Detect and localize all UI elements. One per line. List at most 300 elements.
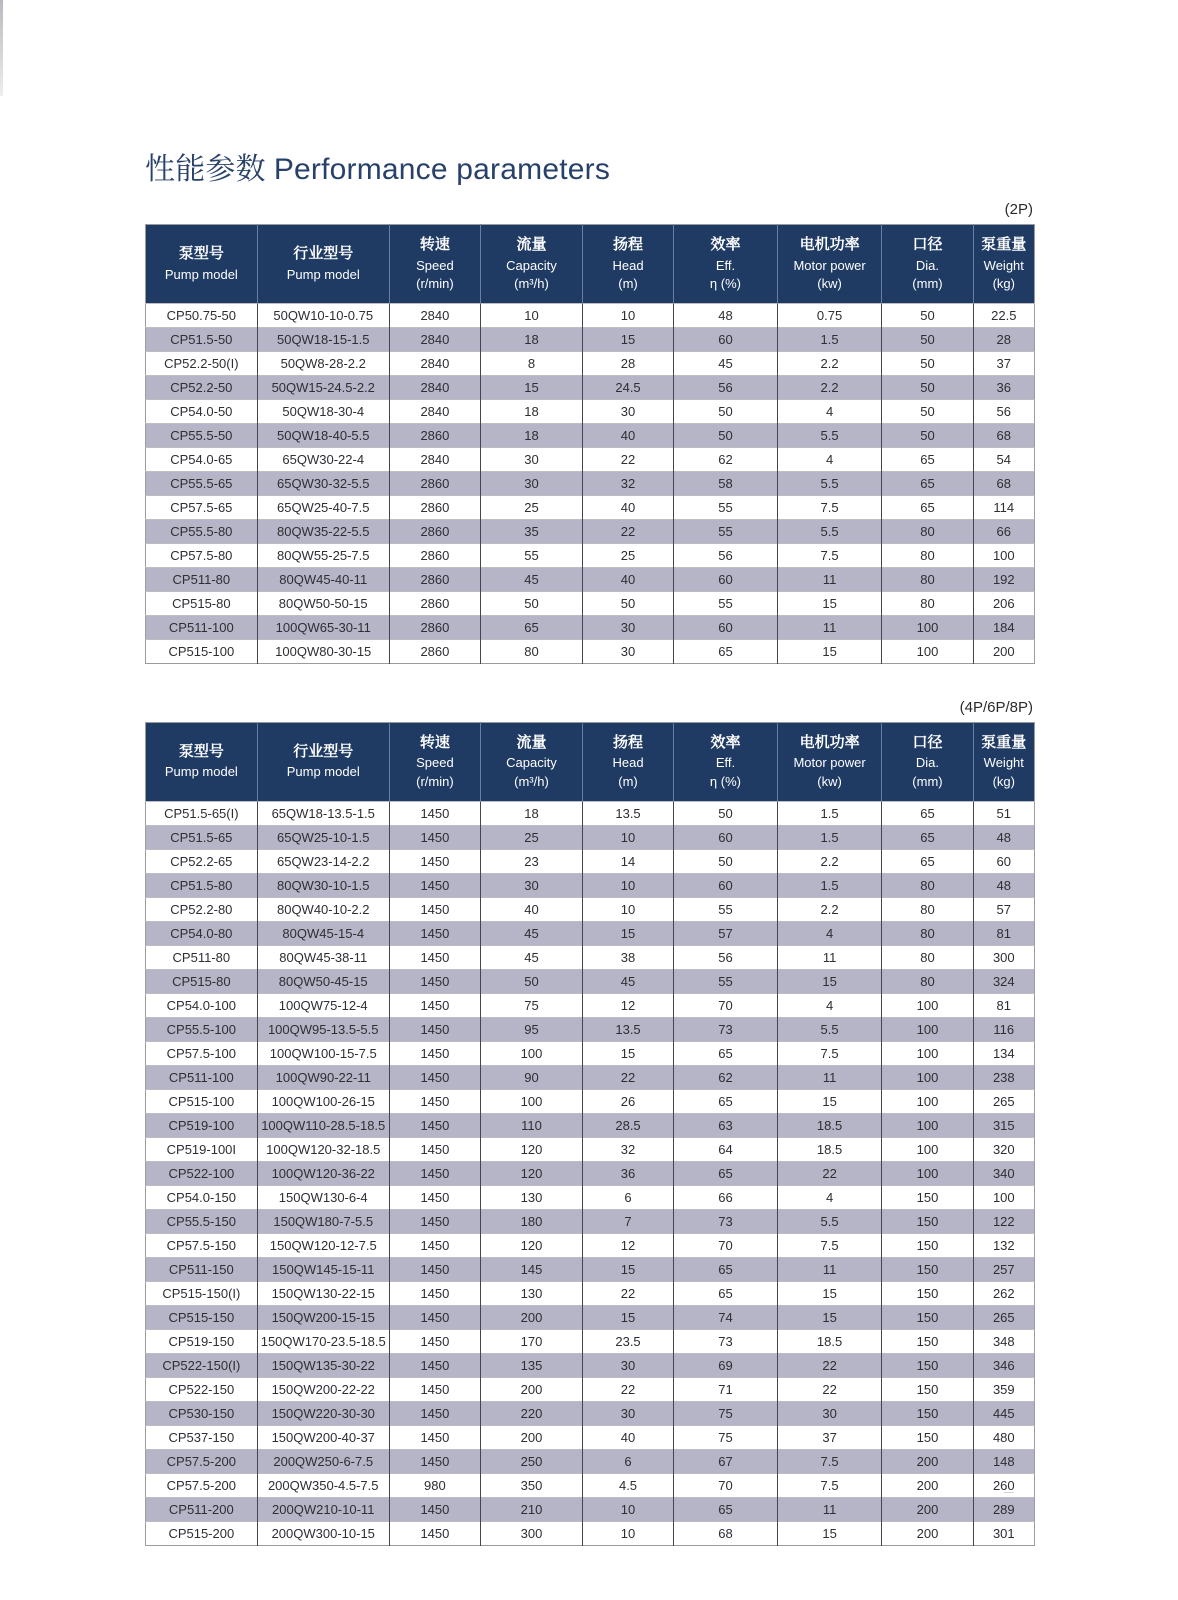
cell-capacity: 130	[481, 1281, 583, 1305]
cell-speed: 2840	[389, 303, 480, 327]
table-row	[146, 471, 1035, 495]
cell-pump-model: CP52.2-50(I)	[146, 351, 258, 375]
cell-diameter: 200	[882, 1473, 973, 1497]
cell-industry-model: 200QW350-4.5-7.5	[257, 1473, 389, 1497]
cell-diameter: 150	[882, 1185, 973, 1209]
cell-pump-model: CP55.5-150	[146, 1209, 258, 1233]
cell-diameter: 80	[882, 873, 973, 897]
cell-industry-model: 100QW65-30-11	[257, 615, 389, 639]
cell-motor-power: 5.5	[777, 423, 882, 447]
cell-industry-model: 150QW170-23.5-18.5	[257, 1329, 389, 1353]
cell-pump-model: CP519-100I	[146, 1137, 258, 1161]
cell-motor-power: 18.5	[777, 1329, 882, 1353]
column-header-head: 扬程 Head (m)	[582, 225, 673, 304]
cell-speed: 2860	[389, 471, 480, 495]
cell-diameter: 80	[882, 969, 973, 993]
column-header-industry-model: 行业型号 Pump model	[257, 722, 389, 801]
cell-head: 10	[582, 303, 673, 327]
cell-diameter: 80	[882, 591, 973, 615]
cell-industry-model: 50QW15-24.5-2.2	[257, 375, 389, 399]
table-row	[146, 1425, 1035, 1449]
column-header-weight: 泵重量 Weight (kg)	[973, 722, 1034, 801]
cell-motor-power: 4	[777, 447, 882, 471]
table-row	[146, 543, 1035, 567]
cell-industry-model: 65QW30-32-5.5	[257, 471, 389, 495]
cell-efficiency: 70	[674, 993, 778, 1017]
header-row	[146, 225, 1035, 304]
cell-speed: 1450	[389, 849, 480, 873]
cell-efficiency: 50	[674, 801, 778, 825]
cell-efficiency: 65	[674, 1281, 778, 1305]
cell-speed: 980	[389, 1473, 480, 1497]
cell-head: 15	[582, 1257, 673, 1281]
cell-diameter: 65	[882, 471, 973, 495]
cell-diameter: 150	[882, 1233, 973, 1257]
cell-diameter: 80	[882, 921, 973, 945]
cell-diameter: 200	[882, 1497, 973, 1521]
cell-head: 15	[582, 1305, 673, 1329]
cell-efficiency: 56	[674, 945, 778, 969]
cell-speed: 1450	[389, 1497, 480, 1521]
cell-weight: 346	[973, 1353, 1034, 1377]
cell-industry-model: 100QW100-15-7.5	[257, 1041, 389, 1065]
cell-efficiency: 60	[674, 873, 778, 897]
cell-speed: 2840	[389, 399, 480, 423]
cell-weight: 28	[973, 327, 1034, 351]
table-row	[146, 327, 1035, 351]
cell-motor-power: 2.2	[777, 375, 882, 399]
cell-weight: 348	[973, 1329, 1034, 1353]
table-row	[146, 303, 1035, 327]
cell-diameter: 50	[882, 327, 973, 351]
table-row	[146, 849, 1035, 873]
footer-mark	[1004, 1492, 1014, 1499]
cell-industry-model: 80QW30-10-1.5	[257, 873, 389, 897]
cell-motor-power: 22	[777, 1161, 882, 1185]
table-row	[146, 1041, 1035, 1065]
cell-head: 40	[582, 1425, 673, 1449]
cell-pump-model: CP515-150(I)	[146, 1281, 258, 1305]
cell-speed: 2860	[389, 543, 480, 567]
table-row	[146, 921, 1035, 945]
cell-pump-model: CP57.5-65	[146, 495, 258, 519]
cell-head: 30	[582, 615, 673, 639]
cell-speed: 1450	[389, 1065, 480, 1089]
cell-capacity: 200	[481, 1305, 583, 1329]
cell-pump-model: CP55.5-50	[146, 423, 258, 447]
cell-motor-power: 2.2	[777, 849, 882, 873]
cell-speed: 1450	[389, 1257, 480, 1281]
cell-weight: 56	[973, 399, 1034, 423]
cell-motor-power: 4	[777, 921, 882, 945]
cell-industry-model: 65QW25-40-7.5	[257, 495, 389, 519]
cell-head: 30	[582, 1401, 673, 1425]
cell-weight: 315	[973, 1113, 1034, 1137]
cell-capacity: 18	[481, 801, 583, 825]
cell-industry-model: 65QW30-22-4	[257, 447, 389, 471]
cell-head: 26	[582, 1089, 673, 1113]
cell-pump-model: CP511-100	[146, 1065, 258, 1089]
cell-diameter: 200	[882, 1521, 973, 1545]
table-row	[146, 801, 1035, 825]
cell-capacity: 120	[481, 1137, 583, 1161]
cell-capacity: 100	[481, 1089, 583, 1113]
cell-industry-model: 150QW200-15-15	[257, 1305, 389, 1329]
cell-head: 10	[582, 873, 673, 897]
cell-diameter: 50	[882, 423, 973, 447]
cell-efficiency: 73	[674, 1329, 778, 1353]
cell-speed: 1450	[389, 1521, 480, 1545]
cell-capacity: 45	[481, 921, 583, 945]
column-header-motor-power: 电机功率 Motor power (kw)	[777, 225, 882, 304]
cell-head: 10	[582, 1521, 673, 1545]
cell-weight: 132	[973, 1233, 1034, 1257]
cell-capacity: 65	[481, 615, 583, 639]
cell-pump-model: CP530-150	[146, 1401, 258, 1425]
cell-weight: 265	[973, 1305, 1034, 1329]
performance-table-2p	[145, 224, 1035, 664]
cell-efficiency: 63	[674, 1113, 778, 1137]
cell-weight: 184	[973, 615, 1034, 639]
cell-capacity: 120	[481, 1233, 583, 1257]
cell-motor-power: 18.5	[777, 1113, 882, 1137]
cell-motor-power: 15	[777, 1281, 882, 1305]
cell-pump-model: CP51.5-65(I)	[146, 801, 258, 825]
table-row	[146, 1161, 1035, 1185]
table-row	[146, 1377, 1035, 1401]
cell-capacity: 10	[481, 303, 583, 327]
table-row	[146, 591, 1035, 615]
cell-diameter: 150	[882, 1401, 973, 1425]
cell-weight: 148	[973, 1449, 1034, 1473]
cell-head: 6	[582, 1185, 673, 1209]
cell-efficiency: 75	[674, 1425, 778, 1449]
table-row	[146, 1329, 1035, 1353]
cell-head: 22	[582, 1065, 673, 1089]
table-row	[146, 897, 1035, 921]
cell-speed: 2860	[389, 591, 480, 615]
table-row	[146, 399, 1035, 423]
cell-capacity: 110	[481, 1113, 583, 1137]
cell-head: 24.5	[582, 375, 673, 399]
cell-weight: 262	[973, 1281, 1034, 1305]
column-header-diameter: 口径 Dia. (mm)	[882, 225, 973, 304]
table-row	[146, 1497, 1035, 1521]
cell-industry-model: 100QW90-22-11	[257, 1065, 389, 1089]
cell-diameter: 100	[882, 1113, 973, 1137]
cell-weight: 100	[973, 1185, 1034, 1209]
cell-pump-model: CP51.5-65	[146, 825, 258, 849]
cell-capacity: 350	[481, 1473, 583, 1497]
cell-capacity: 50	[481, 591, 583, 615]
cell-diameter: 65	[882, 801, 973, 825]
cell-capacity: 23	[481, 849, 583, 873]
cell-pump-model: CP511-150	[146, 1257, 258, 1281]
cell-capacity: 30	[481, 873, 583, 897]
cell-efficiency: 69	[674, 1353, 778, 1377]
cell-industry-model: 80QW55-25-7.5	[257, 543, 389, 567]
cell-weight: 122	[973, 1209, 1034, 1233]
cell-speed: 2860	[389, 423, 480, 447]
cell-speed: 2840	[389, 375, 480, 399]
cell-weight: 60	[973, 849, 1034, 873]
cell-speed: 1450	[389, 1113, 480, 1137]
cell-capacity: 18	[481, 327, 583, 351]
cell-diameter: 100	[882, 1137, 973, 1161]
cell-efficiency: 75	[674, 1401, 778, 1425]
cell-head: 14	[582, 849, 673, 873]
cell-motor-power: 15	[777, 639, 882, 663]
cell-head: 30	[582, 1353, 673, 1377]
cell-head: 22	[582, 447, 673, 471]
header-row	[146, 722, 1035, 801]
table-row	[146, 351, 1035, 375]
cell-efficiency: 50	[674, 849, 778, 873]
cell-motor-power: 5.5	[777, 471, 882, 495]
cell-motor-power: 7.5	[777, 1473, 882, 1497]
cell-efficiency: 45	[674, 351, 778, 375]
cell-capacity: 75	[481, 993, 583, 1017]
table-row	[146, 447, 1035, 471]
cell-weight: 114	[973, 495, 1034, 519]
cell-capacity: 55	[481, 543, 583, 567]
table-row	[146, 519, 1035, 543]
cell-diameter: 65	[882, 849, 973, 873]
cell-speed: 2840	[389, 351, 480, 375]
cell-head: 22	[582, 1281, 673, 1305]
cell-speed: 1450	[389, 897, 480, 921]
cell-capacity: 100	[481, 1041, 583, 1065]
table-row	[146, 639, 1035, 663]
cell-head: 7	[582, 1209, 673, 1233]
cell-industry-model: 100QW120-32-18.5	[257, 1137, 389, 1161]
cell-motor-power: 11	[777, 945, 882, 969]
cell-motor-power: 7.5	[777, 495, 882, 519]
cell-weight: 81	[973, 993, 1034, 1017]
cell-head: 13.5	[582, 801, 673, 825]
cell-head: 22	[582, 1377, 673, 1401]
cell-pump-model: CP54.0-80	[146, 921, 258, 945]
cell-speed: 1450	[389, 1233, 480, 1257]
cell-weight: 192	[973, 567, 1034, 591]
cell-pump-model: CP522-100	[146, 1161, 258, 1185]
cell-head: 10	[582, 897, 673, 921]
cell-efficiency: 58	[674, 471, 778, 495]
cell-pump-model: CP57.5-80	[146, 543, 258, 567]
cell-efficiency: 74	[674, 1305, 778, 1329]
cell-efficiency: 55	[674, 519, 778, 543]
cell-head: 4.5	[582, 1473, 673, 1497]
cell-diameter: 50	[882, 351, 973, 375]
cell-weight: 340	[973, 1161, 1034, 1185]
column-header-capacity: 流量 Capacity (m³/h)	[481, 225, 583, 304]
cell-pump-model: CP515-80	[146, 591, 258, 615]
table-row	[146, 1089, 1035, 1113]
cell-speed: 1450	[389, 1017, 480, 1041]
cell-weight: 206	[973, 591, 1034, 615]
cell-head: 30	[582, 399, 673, 423]
table-row	[146, 1281, 1035, 1305]
cell-pump-model: CP515-100	[146, 639, 258, 663]
cell-diameter: 50	[882, 375, 973, 399]
cell-head: 15	[582, 921, 673, 945]
column-header-diameter: 口径 Dia. (mm)	[882, 722, 973, 801]
cell-pump-model: CP511-200	[146, 1497, 258, 1521]
cell-diameter: 100	[882, 1065, 973, 1089]
cell-industry-model: 100QW95-13.5-5.5	[257, 1017, 389, 1041]
cell-weight: 48	[973, 873, 1034, 897]
cell-capacity: 300	[481, 1521, 583, 1545]
cell-diameter: 150	[882, 1257, 973, 1281]
table-row	[146, 567, 1035, 591]
cell-industry-model: 200QW300-10-15	[257, 1521, 389, 1545]
cell-head: 38	[582, 945, 673, 969]
cell-diameter: 150	[882, 1377, 973, 1401]
cell-diameter: 50	[882, 303, 973, 327]
cell-capacity: 210	[481, 1497, 583, 1521]
cell-weight: 289	[973, 1497, 1034, 1521]
cell-diameter: 65	[882, 495, 973, 519]
cell-motor-power: 11	[777, 1497, 882, 1521]
cell-industry-model: 50QW18-30-4	[257, 399, 389, 423]
cell-capacity: 40	[481, 897, 583, 921]
cell-head: 22	[582, 519, 673, 543]
cell-weight: 81	[973, 921, 1034, 945]
cell-efficiency: 56	[674, 543, 778, 567]
cell-pump-model: CP55.5-65	[146, 471, 258, 495]
cell-head: 32	[582, 1137, 673, 1161]
cell-capacity: 45	[481, 567, 583, 591]
cell-capacity: 120	[481, 1161, 583, 1185]
cell-weight: 22.5	[973, 303, 1034, 327]
cell-pump-model: CP54.0-65	[146, 447, 258, 471]
cell-head: 40	[582, 495, 673, 519]
column-header-efficiency: 效率 Eff. η (%)	[674, 225, 778, 304]
cell-diameter: 100	[882, 1161, 973, 1185]
cell-speed: 1450	[389, 1377, 480, 1401]
cell-weight: 116	[973, 1017, 1034, 1041]
cell-speed: 1450	[389, 1209, 480, 1233]
cell-head: 32	[582, 471, 673, 495]
cell-motor-power: 5.5	[777, 1209, 882, 1233]
cell-efficiency: 67	[674, 1449, 778, 1473]
cell-motor-power: 15	[777, 591, 882, 615]
cell-efficiency: 65	[674, 1257, 778, 1281]
column-header-speed: 转速 Speed (r/min)	[389, 225, 480, 304]
cell-speed: 2860	[389, 615, 480, 639]
cell-efficiency: 48	[674, 303, 778, 327]
cell-weight: 100	[973, 543, 1034, 567]
cell-weight: 200	[973, 639, 1034, 663]
cell-speed: 1450	[389, 1089, 480, 1113]
cell-diameter: 150	[882, 1353, 973, 1377]
cell-diameter: 50	[882, 399, 973, 423]
cell-speed: 1450	[389, 1161, 480, 1185]
cell-efficiency: 65	[674, 639, 778, 663]
table-row	[146, 375, 1035, 399]
cell-motor-power: 7.5	[777, 543, 882, 567]
cell-speed: 1450	[389, 1401, 480, 1425]
cell-industry-model: 65QW18-13.5-1.5	[257, 801, 389, 825]
table-row	[146, 1113, 1035, 1137]
cell-head: 12	[582, 1233, 673, 1257]
cell-industry-model: 50QW18-15-1.5	[257, 327, 389, 351]
cell-speed: 1450	[389, 1425, 480, 1449]
table-row	[146, 615, 1035, 639]
cell-industry-model: 50QW8-28-2.2	[257, 351, 389, 375]
cell-efficiency: 62	[674, 447, 778, 471]
cell-industry-model: 80QW45-15-4	[257, 921, 389, 945]
cell-speed: 2860	[389, 495, 480, 519]
cell-diameter: 65	[882, 447, 973, 471]
cell-diameter: 100	[882, 615, 973, 639]
table-section-2p	[145, 200, 1035, 664]
cell-speed: 1450	[389, 825, 480, 849]
cell-motor-power: 2.2	[777, 897, 882, 921]
cell-head: 30	[582, 639, 673, 663]
cell-motor-power: 11	[777, 567, 882, 591]
cell-motor-power: 7.5	[777, 1041, 882, 1065]
performance-table-4p6p8p	[145, 722, 1035, 1546]
cell-speed: 1450	[389, 801, 480, 825]
cell-efficiency: 50	[674, 423, 778, 447]
cell-pump-model: CP55.5-100	[146, 1017, 258, 1041]
cell-diameter: 65	[882, 825, 973, 849]
cell-industry-model: 50QW10-10-0.75	[257, 303, 389, 327]
table-label-2p: (2P)	[1004, 201, 1033, 218]
cell-pump-model: CP522-150(I)	[146, 1353, 258, 1377]
cell-pump-model: CP511-80	[146, 945, 258, 969]
cell-weight: 51	[973, 801, 1034, 825]
cell-speed: 1450	[389, 969, 480, 993]
cell-capacity: 200	[481, 1377, 583, 1401]
table-row	[146, 423, 1035, 447]
cell-industry-model: 150QW200-40-37	[257, 1425, 389, 1449]
cell-industry-model: 150QW220-30-30	[257, 1401, 389, 1425]
table-row	[146, 1233, 1035, 1257]
cell-weight: 320	[973, 1137, 1034, 1161]
cell-efficiency: 60	[674, 825, 778, 849]
cell-speed: 1450	[389, 921, 480, 945]
cell-industry-model: 150QW180-7-5.5	[257, 1209, 389, 1233]
cell-motor-power: 37	[777, 1425, 882, 1449]
cell-head: 23.5	[582, 1329, 673, 1353]
cell-efficiency: 68	[674, 1521, 778, 1545]
table-row	[146, 495, 1035, 519]
cell-industry-model: 100QW75-12-4	[257, 993, 389, 1017]
cell-capacity: 45	[481, 945, 583, 969]
cell-diameter: 200	[882, 1449, 973, 1473]
cell-weight: 48	[973, 825, 1034, 849]
cell-motor-power: 11	[777, 1065, 882, 1089]
table-row	[146, 1305, 1035, 1329]
cell-diameter: 100	[882, 1041, 973, 1065]
cell-efficiency: 64	[674, 1137, 778, 1161]
cell-motor-power: 18.5	[777, 1137, 882, 1161]
cell-capacity: 15	[481, 375, 583, 399]
cell-efficiency: 65	[674, 1497, 778, 1521]
cell-industry-model: 100QW100-26-15	[257, 1089, 389, 1113]
cell-speed: 2840	[389, 327, 480, 351]
cell-weight: 480	[973, 1425, 1034, 1449]
cell-diameter: 150	[882, 1209, 973, 1233]
cell-weight: 301	[973, 1521, 1034, 1545]
cell-efficiency: 73	[674, 1209, 778, 1233]
cell-speed: 2860	[389, 567, 480, 591]
table-row	[146, 873, 1035, 897]
column-header-efficiency: 效率 Eff. η (%)	[674, 722, 778, 801]
table-row	[146, 1449, 1035, 1473]
